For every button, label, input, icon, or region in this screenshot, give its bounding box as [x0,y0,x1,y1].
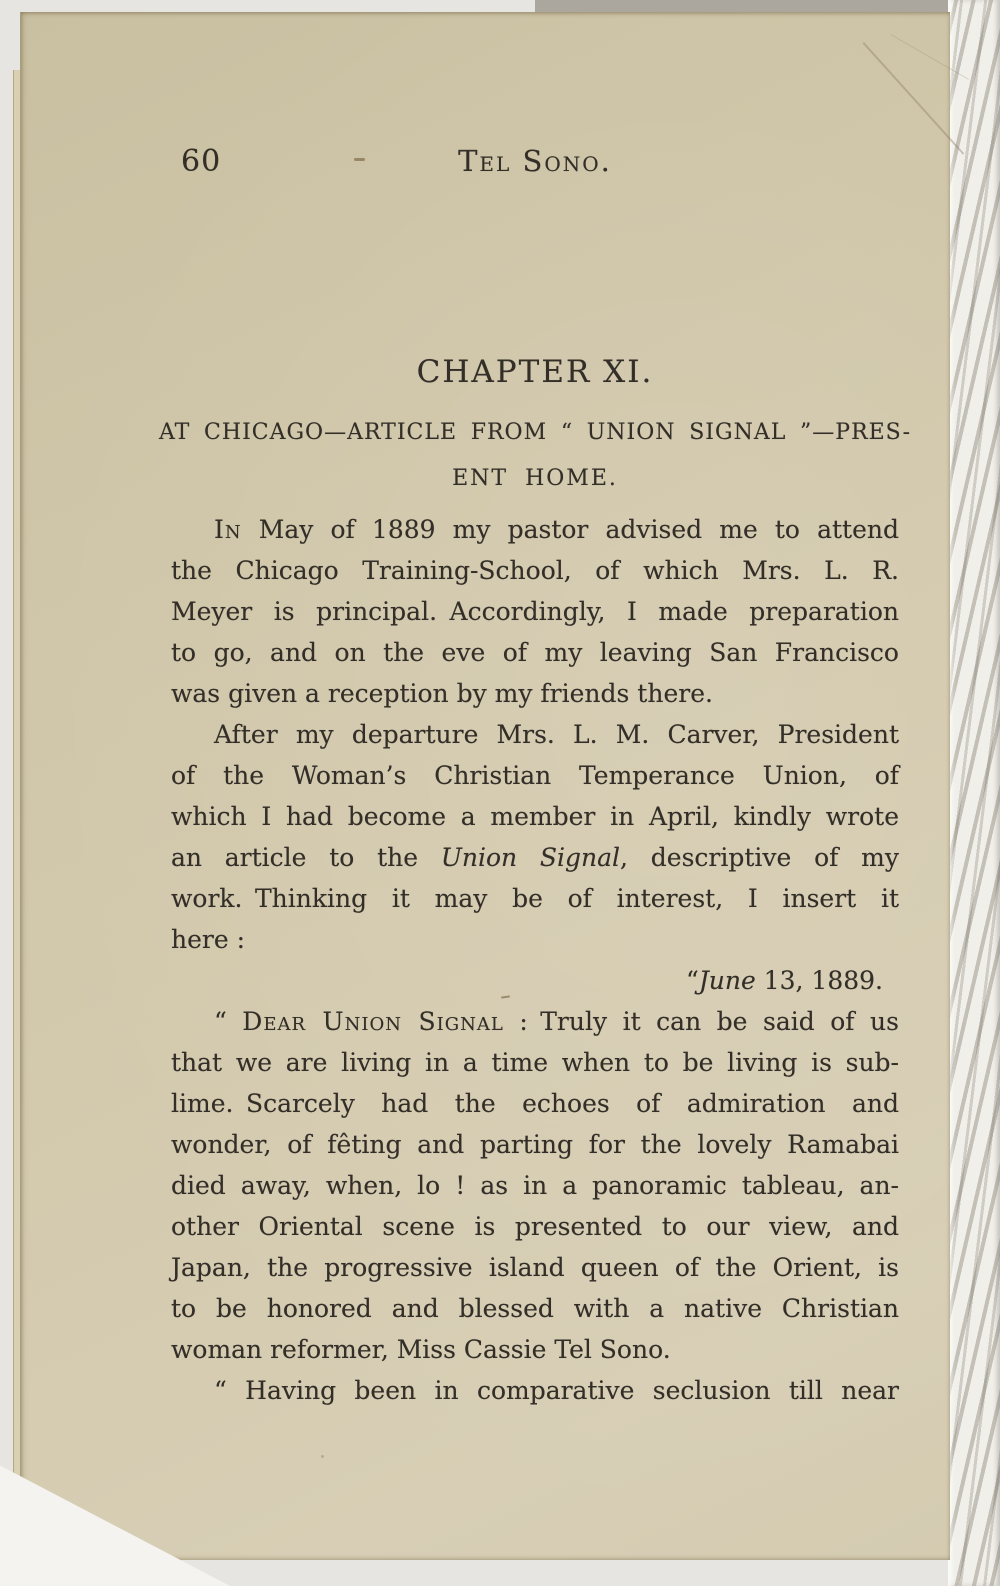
text-segment: lime. Scarcely had the echoes of admiration and [171,1089,899,1118]
text-line [171,1206,899,1247]
text-line [171,1124,899,1165]
text-segment: woman reformer, Miss Cassie Tel Sono. [171,1335,671,1364]
text-segment: Japan, the progressive island queen of the Orient, is [171,1253,899,1282]
text-line [171,673,899,714]
text-segment: an article to the [171,843,441,872]
text-line [171,1329,899,1370]
text-segment: , descriptive of my [620,843,899,872]
text-line [171,1083,899,1124]
text-line [171,632,899,673]
text-segment: that we are living in a time when to be living is sub- [171,1048,899,1077]
text-line [171,919,899,960]
text-segment: 13, 1889. [755,966,883,995]
text-line [171,837,899,878]
text-segment: “ Having been in comparative seclusion till near [214,1376,899,1405]
text-line [171,714,899,755]
text-segment: which I had become a member in April, kindly wrote [171,802,899,831]
text-segment: “ [214,1007,243,1036]
chapter-heading: CHAPTER XI. [416,354,654,390]
text-line [171,878,899,919]
italic-text: June [698,966,756,995]
text-segment: wonder, of fêting and parting for the lovely Ramabai [171,1130,899,1159]
text-segment: of the Woman’s Christian Temperance Union, of [171,761,899,790]
paragraph [171,509,899,714]
dateline [171,960,899,1001]
text-line [171,550,899,591]
italic-text: Union Signal [440,843,621,872]
paper-speck [321,1455,324,1458]
text-segment: to be honored and blessed with a native Christian [171,1294,899,1323]
text-line [171,1288,899,1329]
text-segment: : Truly it can be said of us [503,1007,899,1036]
text-line [171,796,899,837]
book-page [20,12,950,1560]
text-line [171,1370,899,1411]
paragraph [171,1370,899,1411]
chapter-subtitle-line-1: AT CHICAGO—ARTICLE FROM “ UNION SIGNAL ”—PRES- [159,420,911,445]
text-line [171,509,899,550]
text-line [171,1165,899,1206]
text-segment: to go, and on the eve of my leaving San Francisco [171,638,899,667]
paper-crease [863,42,965,155]
small-caps-text: Dear Union Signal [242,1007,504,1036]
text-segment: other Oriental scene is presented to our view, and [171,1212,899,1241]
text-segment: “ [685,966,699,995]
text-segment: the Chicago Training-School, of which Mrs. L. R. [171,556,899,585]
text-line [171,1247,899,1288]
paragraph [171,1001,899,1370]
page-number: 60 [181,144,222,179]
chapter-subtitle-line-2: ENT HOME. [452,466,618,491]
book-fore-edge-pages [948,0,1000,1586]
body-text [171,509,899,1411]
text-line [171,755,899,796]
text-segment: Meyer is principal. Accordingly, I made preparation [171,597,899,626]
running-title: Tel Sono. [458,144,612,178]
text-line [171,1001,899,1042]
text-segment: here : [171,925,246,954]
text-segment: After my departure Mrs. L. M. Carver, President [214,720,899,749]
text-segment: May of 1889 my pastor advised me to attend [241,515,899,544]
text-line [171,960,899,1001]
text-segment: work. Thinking it may be of interest, I insert it [171,884,899,913]
text-segment: was given a reception by my friends there. [171,679,713,708]
paragraph [171,714,899,960]
small-caps-text: In [214,515,242,544]
text-line [171,1042,899,1083]
running-header [171,144,899,184]
text-line [171,591,899,632]
text-segment: died away, when, lo ! as in a panoramic tableau, an- [171,1171,899,1200]
chapter-subtitle [159,410,911,502]
